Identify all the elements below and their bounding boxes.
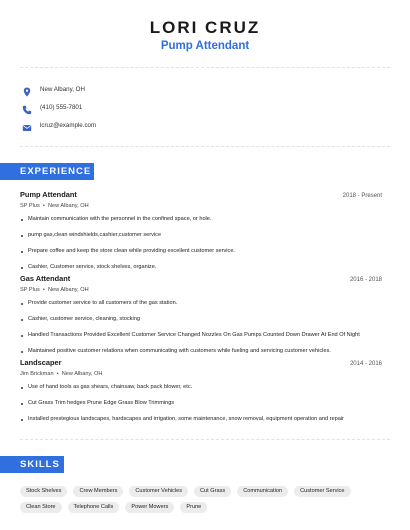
contact-phone	[22, 101, 82, 113]
contact-email-text: lcruz@example.com	[40, 121, 97, 129]
job-bullet: Handled Transactions Provided Excellent Customer Service Changed Nozzles On Gas Pumps Counted Down Drawer At End Of Night	[20, 332, 382, 339]
job-entry	[20, 190, 382, 271]
job-bullet: Maintained positive customer relations when communicating with customers while fueling and servicing customer vehicles.	[20, 348, 382, 355]
job-entry	[20, 358, 382, 423]
skill-chip: Telephone Calls	[68, 502, 120, 513]
job-bullet: Cashier, Customer service, stock shelves, organize.	[20, 264, 382, 271]
job-company: SP Plus	[20, 203, 40, 209]
phone-icon	[22, 102, 32, 112]
job-company-location: SP Plus • New Albany, OH	[20, 203, 89, 209]
job-title: Gas Attendant	[20, 274, 71, 283]
skill-chip: Communication	[237, 486, 288, 497]
divider	[20, 439, 390, 440]
skill-chip: Cut Grass	[194, 486, 231, 497]
contact-phone-text: (410) 555-7801	[40, 103, 83, 111]
job-dates: 2018 - Present	[342, 193, 382, 199]
job-location: New Albany, OH	[47, 287, 89, 293]
contact-location-text: New Albany, OH	[40, 85, 85, 93]
job-company: SP Plus	[20, 287, 40, 293]
job-entry	[20, 274, 382, 355]
job-location: New Albany, OH	[47, 203, 89, 209]
skill-chip: Customer Service	[294, 486, 350, 497]
job-location: New Albany, OH	[61, 371, 103, 377]
candidate-role: Pump Attendant	[160, 40, 250, 52]
skill-chip: Clean Store	[20, 502, 62, 513]
job-bullets	[20, 300, 382, 355]
skill-chip: Prune	[180, 502, 207, 513]
skills-heading: SKILLS	[0, 456, 64, 473]
skill-chip: Stock Shelves	[20, 486, 67, 497]
job-dates: 2014 - 2016	[349, 361, 382, 367]
skill-chip: Crew Members	[73, 486, 123, 497]
job-bullets	[20, 384, 382, 423]
job-bullet: Installed prestegious landscapes, hardscapes and irrigation, some maintenance, snow removal, equipment operation and repair	[20, 416, 382, 423]
contact-location	[22, 83, 85, 95]
contact-email	[22, 119, 96, 131]
job-bullet: Use of hand tools as gas shears, chainsaw, back pack blower, etc.	[20, 384, 382, 391]
divider	[20, 146, 390, 147]
job-title: Pump Attendant	[20, 190, 77, 199]
job-bullet: Cut Grass Trim hedges Prune Edge Grass Blow Trimmings	[20, 400, 382, 407]
experience-heading: EXPERIENCE	[0, 163, 94, 180]
job-bullet: Maintain communication with the personnel in the confined space, or hole.	[20, 216, 382, 223]
job-dates: 2016 - 2018	[349, 277, 382, 283]
job-title: Landscaper	[20, 358, 62, 367]
job-bullet: Prepare coffee and keep the store clean while providing excellent customer service.	[20, 248, 382, 255]
location-pin-icon	[22, 84, 32, 94]
email-icon	[22, 120, 32, 130]
job-bullet: Provide customer service to all customers of the gas station.	[20, 300, 382, 307]
skill-chip: Customer Vehicles	[129, 486, 188, 497]
job-company-location: Jim Brickman • New Albany, OH	[20, 371, 103, 377]
job-bullet: pump gas,clean windshields,cashier,customer service	[20, 232, 382, 239]
job-company-location: SP Plus • New Albany, OH	[20, 287, 89, 293]
divider	[20, 67, 390, 68]
job-bullets	[20, 216, 382, 271]
candidate-name: LORI CRUZ	[149, 18, 261, 37]
skills-list	[20, 486, 390, 513]
skill-chip: Power Mowers	[125, 502, 174, 513]
job-bullet: Cashier, customer service, cleaning, stocking	[20, 316, 382, 323]
job-company: Jim Brickman	[20, 371, 54, 377]
